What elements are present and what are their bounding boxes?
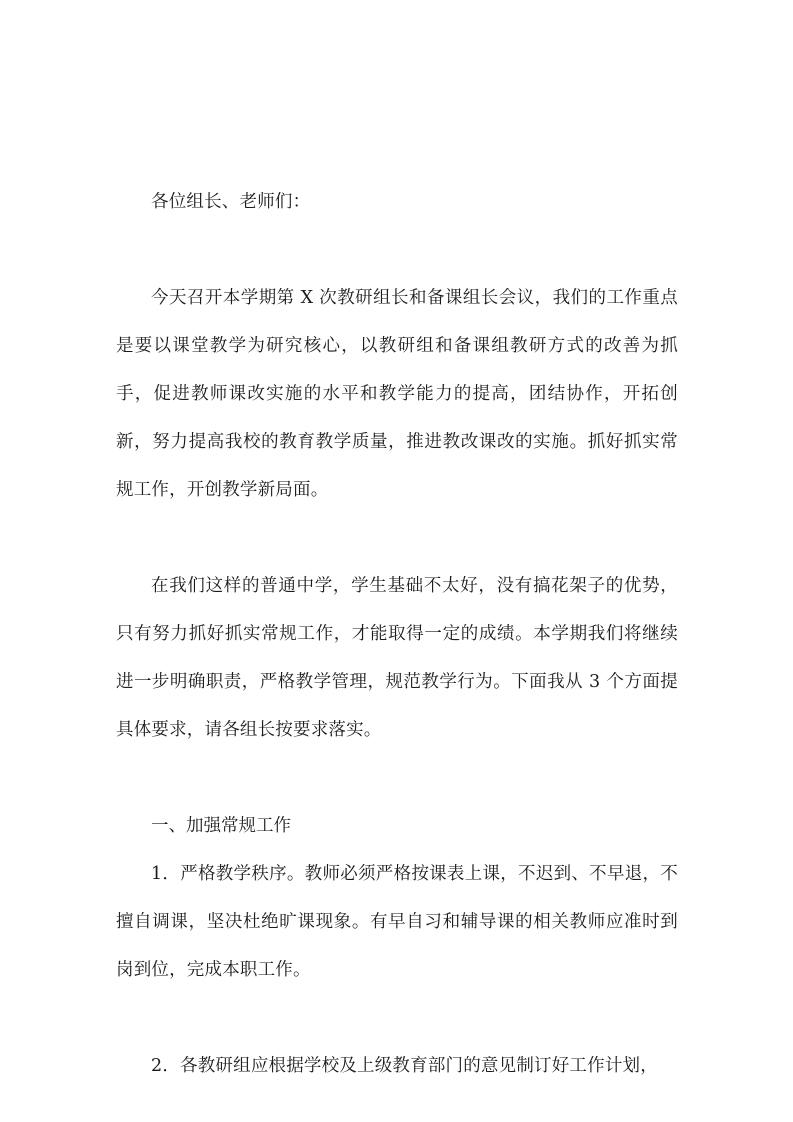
- body-paragraph-2: 在我们这样的普通中学，学生基础不太好，没有搞花架子的优势，只有努力抓好抓实常规工作，才能取得一定的成绩。本学期我们将继续进一步明确职责，严格教学管理，规范教学行为。下面我从 3 个方面提具体要求，请各组长按要求落实。: [116, 576, 678, 740]
- body-paragraph-1: 今天召开本学期第 X 次教研组长和备课组长会议，我们的工作重点是要以课堂教学为研究核心，以教研组和备课组教研方式的改善为抓手，促进教师课改实施的水平和教学能力的提高，团结协作，开拓创新，努力提高我校的教育教学质量，推进教改课改的实施。抓好抓实常规工作，开创教学新局面。: [116, 288, 678, 500]
- salutation-line: 各位组长、老师们：: [151, 192, 311, 212]
- document-text-body: [116, 178, 678, 1090]
- numbered-item-1: 1．严格教学秩序。教师必须严格按课表上课，不迟到、不早退，不擅自调课，坚决杜绝旷课现象。有早自习和辅导课的相关教师应准时到岗到位，完成本职工作。: [116, 864, 678, 980]
- section-heading-1: 一、加强常规工作: [151, 816, 291, 836]
- numbered-item-2: 2．各教研组应根据学校及上级教育部门的意见制订好工作计划，: [151, 1056, 658, 1076]
